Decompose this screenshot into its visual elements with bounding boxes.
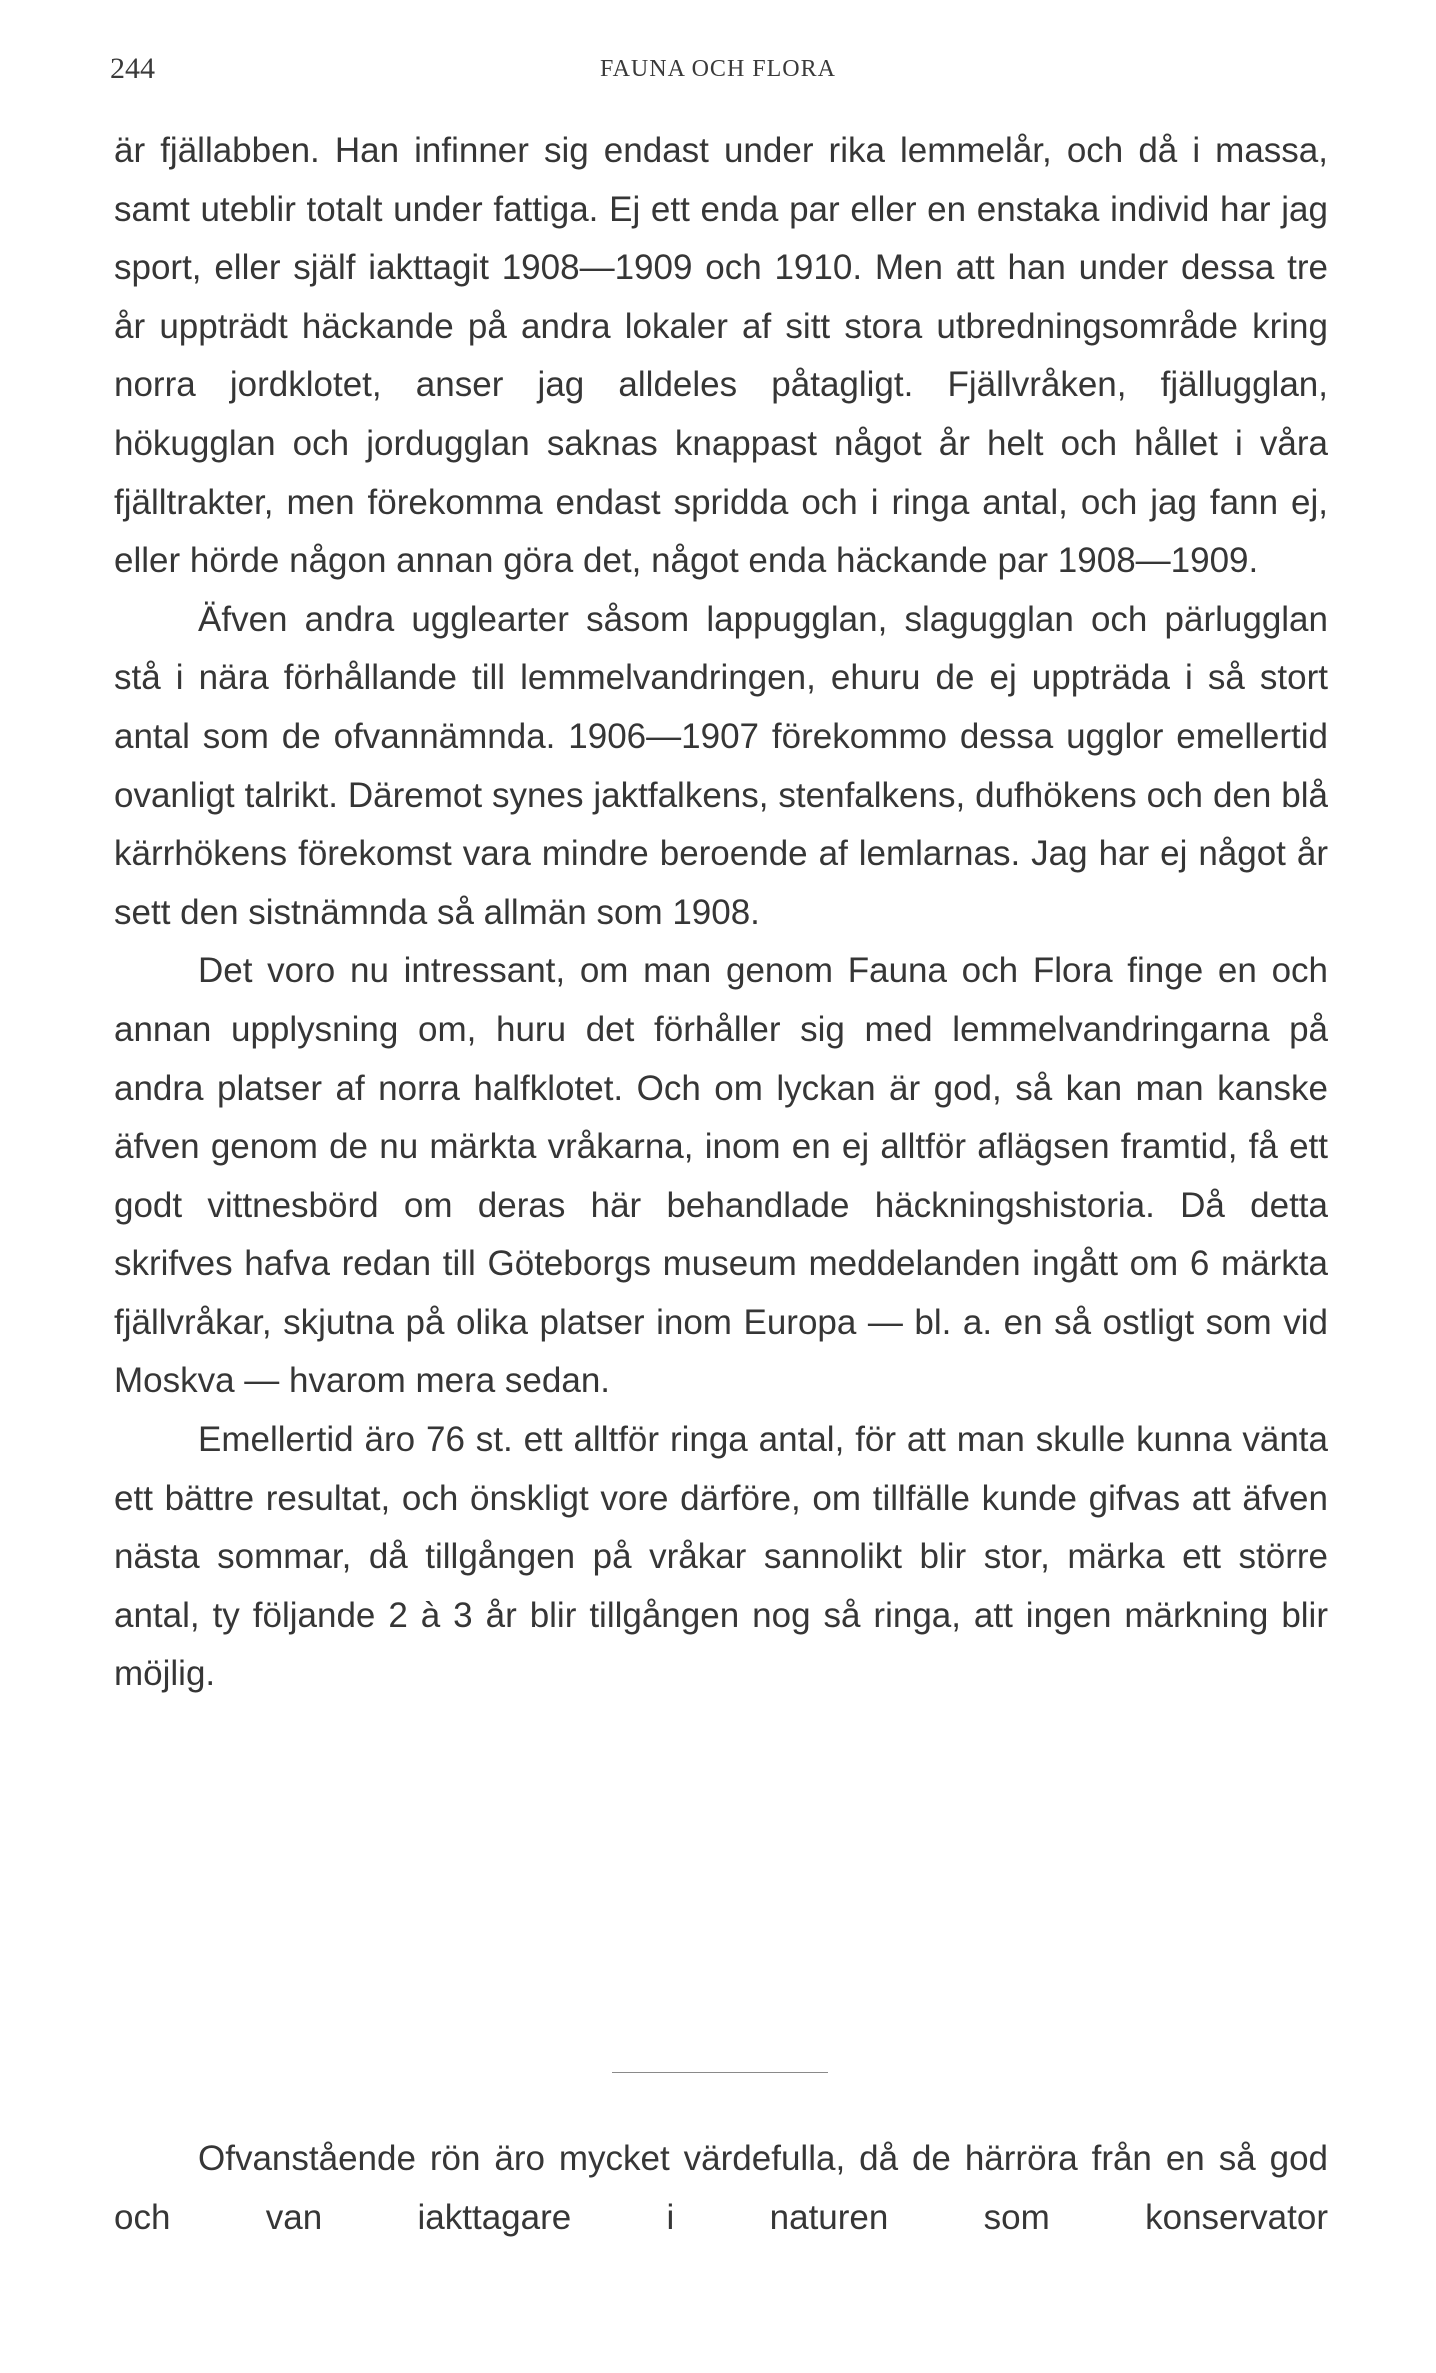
page-number: 244 [110,52,155,85]
section-divider [612,2072,828,2073]
running-title: FAUNA OCH FLORA [600,56,836,82]
editor-note-block [114,2130,1328,2247]
paragraph-owls: Äfven andra ugglearter såsom lappugglan, slagugglan och pärlugglan stå i nära förhållande till lemmelvandringen, ehuru de ej uppträda i så stort antal som de ofvannämnda. 1906—1907 förekommo dessa ugglor emellertid ovanligt talrikt. Däremot synes jaktfalkens, stenfalkens, dufhökens och den blå kärrhökens förekomst vara mindre beroende af lemlarnas. Jag har ej något år sett den sistnämnda så allmän som 1908. [114,599,1328,932]
paragraph-continued: är fjällabben. Han infinner sig endast under rika lemmelår, och då i massa, samt uteblir totalt under fattiga. Ej ett enda par eller en enstaka individ har jag sport, eller själf iakttagit 1908—1909 och 1910. Men att han under dessa tre år uppträdt häckande på andra lokaler af sitt stora utbredningsområde kring norra jordklotet, anser jag alldeles påtagligt. Fjällvråken, fjällugglan, hökugglan och jordugglan saknas knappast något år helt och hållet i våra fjälltrakter, men förekomma endast spridda och i ringa antal, och jag fann ej, eller hörde någon annan göra det, något enda häckande par 1908—1909. [114,131,1328,581]
editor-note: Ofvanstående rön äro mycket värdefulla, då de härröra från en så god och van iakttagare i naturen som konservator [114,2139,1328,2237]
paragraph-conclusion: Emellertid äro 76 st. ett alltför ringa antal, för att man skulle kunna vänta ett bättre resultat, och önskligt vore därföre, om tillfälle kunde gifvas att äfven nästa sommar, då tillgången på vråkar sannolikt blir stor, märka ett större antal, ty följande 2 à 3 år blir tillgången nog så ringa, att ingen märkning blir möjlig. [114,1420,1328,1694]
paragraph-inquiry: Det voro nu intressant, om man genom Fauna och Flora finge en och annan upplysning om, huru det förhåller sig med lemmelvandringarna på andra platser af norra halfklotet. Och om lyckan är god, så kan man kanske äfven genom de nu märkta vråkarna, inom en ej alltför aflägsen framtid, få ett godt vittnesbörd om deras här behandlade häckningshistoria. Då detta skrifves hafva redan till Göteborgs museum meddelanden ingått om 6 märkta fjällvråkar, skjutna på olika platser inom Europa — bl. a. en så ostligt som vid Moskva — hvarom mera sedan. [114,951,1328,1401]
article-body [114,122,1328,1704]
running-head [110,52,1326,92]
